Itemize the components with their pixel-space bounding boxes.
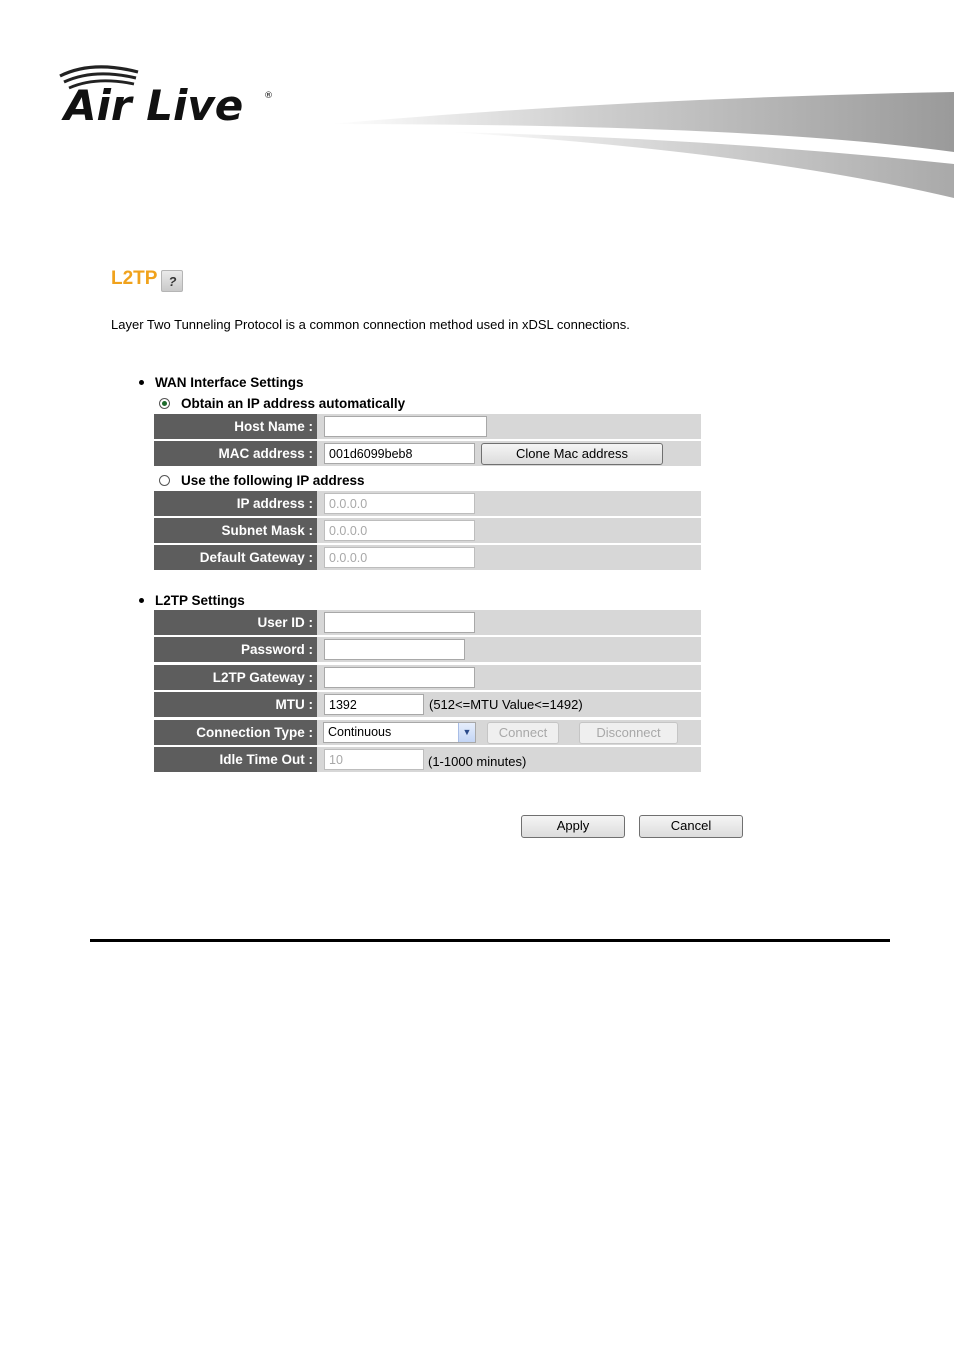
- ip-address-row: [154, 491, 701, 516]
- idle-timeout-label: Idle Time Out :: [154, 747, 317, 772]
- auto-ip-radio[interactable]: [159, 398, 170, 409]
- host-name-input[interactable]: [324, 416, 487, 437]
- ip-address-input[interactable]: [324, 493, 475, 514]
- mtu-hint: (512<=MTU Value<=1492): [429, 697, 583, 712]
- default-gateway-label: Default Gateway :: [154, 545, 317, 570]
- connection-type-label: Connection Type :: [154, 720, 317, 745]
- cancel-button[interactable]: Cancel: [639, 815, 743, 838]
- user-id-input[interactable]: [324, 612, 475, 633]
- wan-heading-label: WAN Interface Settings: [155, 375, 304, 390]
- idle-timeout-input[interactable]: [324, 749, 424, 770]
- connection-type-value: Continuous: [328, 725, 392, 739]
- idle-timeout-row: [154, 747, 701, 772]
- l2tp-section-heading: [139, 593, 245, 608]
- bullet: [139, 598, 144, 603]
- apply-button[interactable]: Apply: [521, 815, 625, 838]
- logo-text: Air Live: [64, 81, 244, 130]
- subnet-mask-row: [154, 518, 701, 543]
- chevron-down-icon[interactable]: ▼: [458, 723, 475, 742]
- subnet-mask-input[interactable]: [324, 520, 475, 541]
- l2tp-heading-label: L2TP Settings: [155, 593, 245, 608]
- password-row: [154, 637, 701, 662]
- page-description: Layer Two Tunneling Protocol is a common connection method used in xDSL connections.: [111, 317, 630, 332]
- connection-type-row: [154, 720, 701, 745]
- help-icon[interactable]: ?: [161, 270, 183, 292]
- mac-address-input[interactable]: [324, 443, 475, 464]
- page-title: L2TP: [111, 268, 158, 289]
- bullet: [139, 380, 144, 385]
- l2tp-gateway-label: L2TP Gateway :: [154, 665, 317, 690]
- password-label: Password :: [154, 637, 317, 662]
- user-id-label: User ID :: [154, 610, 317, 635]
- disconnect-button[interactable]: Disconnect: [579, 722, 678, 744]
- user-id-row: [154, 610, 701, 635]
- default-gateway-row: [154, 545, 701, 570]
- connection-type-select[interactable]: [323, 722, 476, 743]
- l2tp-gateway-input[interactable]: [324, 667, 475, 688]
- mtu-row: [154, 692, 701, 717]
- airlive-logo: [52, 62, 282, 132]
- mtu-label: MTU :: [154, 692, 317, 717]
- ip-address-label: IP address :: [154, 491, 317, 516]
- auto-ip-label: Obtain an IP address automatically: [181, 396, 406, 411]
- static-ip-radio[interactable]: [159, 475, 170, 486]
- clone-mac-button[interactable]: Clone Mac address: [481, 443, 663, 465]
- static-ip-label: Use the following IP address: [181, 473, 365, 488]
- password-input[interactable]: [324, 639, 465, 660]
- mac-address-label: MAC address :: [154, 441, 317, 466]
- page-title-wrap: [111, 266, 183, 292]
- idle-timeout-hint: (1-1000 minutes): [428, 754, 527, 769]
- static-ip-option[interactable]: [159, 473, 365, 488]
- wan-section-heading: [139, 375, 304, 390]
- l2tp-gateway-row: [154, 665, 701, 690]
- page-divider: [90, 939, 890, 942]
- header-swoosh: [330, 80, 954, 210]
- subnet-mask-label: Subnet Mask :: [154, 518, 317, 543]
- svg-text:®: ®: [264, 91, 273, 101]
- default-gateway-input[interactable]: [324, 547, 475, 568]
- host-name-label: Host Name :: [154, 414, 317, 439]
- mtu-input[interactable]: [324, 694, 424, 715]
- connect-button[interactable]: Connect: [487, 722, 559, 744]
- mac-address-row: [154, 441, 701, 466]
- auto-ip-option[interactable]: [159, 396, 405, 411]
- host-name-row: [154, 414, 701, 439]
